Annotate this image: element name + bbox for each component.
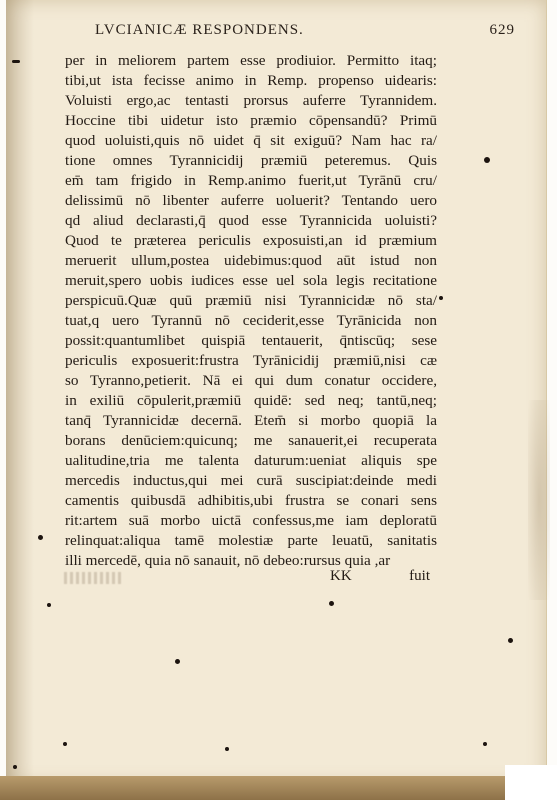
ink-spot — [329, 601, 334, 606]
text-line: tione omnes Tyrannicidij præmiū peteremus. Quis — [65, 152, 437, 169]
text-line: illi mercedē, quia nō sanauit, nō debeo:rursus quia ,ar — [65, 552, 391, 569]
text-line: delissimū nō libenter auferre uoluerit? Tentando uero — [65, 192, 437, 209]
text-line: periculis exposuerit:frustra Tyrānicidij præmiū,nisi cæ — [65, 352, 437, 369]
text-line: relinquat:aliqua tamē molestiæ parte leuatū, sanitatis — [65, 532, 437, 549]
ink-spot — [175, 659, 180, 664]
text-line: borans denūciem:quicunq; me sanauerit,ei recuperata — [65, 432, 437, 449]
text-line: tanq̄ Tyrannicidæ decernā. Etem̄ si morbo quopiā la — [65, 412, 437, 429]
text-line: meruerit ullum,postea uidebimus:quod aūt istud non — [65, 252, 437, 269]
text-line: mercedis inductus,qui mei curā suscipiat:deinde medi — [65, 472, 437, 489]
text-line: rit:artem suā morbo uictā confessus,me iam deploratū — [65, 512, 437, 529]
text-line: Voluisti ergo,ac tentasti prorsus auferre Tyrannidem. — [65, 92, 437, 109]
text-line: tuat,q uero Tyrannū nō ceciderit,esse Tyrānicida non — [65, 312, 437, 329]
text-line: quod uoluisti,quis nō uidet q̄ sit exiguū? Nam hac ra/ — [65, 132, 437, 149]
binding-edge — [0, 776, 520, 800]
page-number: 629 — [489, 22, 515, 38]
page-footer — [315, 568, 430, 588]
running-title: LVCIANICÆ RESPONDENS. — [95, 22, 304, 38]
ink-spot — [13, 765, 17, 769]
ink-spot — [483, 742, 487, 746]
text-line: per in meliorem partem esse prodiuior. Permitto itaq; — [65, 52, 437, 69]
ink-spot — [225, 747, 229, 751]
text-line: perspicuū.Quæ quū præmiū nisi Tyrannicidæ nō sta/ — [65, 292, 437, 309]
text-line: camentis quibusdā adhibitis,ubi frustra se conari sens — [65, 492, 437, 509]
bleed-through-text — [64, 572, 124, 584]
ink-spot — [484, 157, 490, 163]
catchword: fuit — [409, 568, 430, 584]
text-line: so Tyranno,petierit. Nā ei qui dum conatur occidere, — [65, 372, 437, 389]
running-head — [95, 22, 515, 42]
text-line: meruit,spero uobis iudices esse uel sola legis recitatione — [65, 272, 437, 289]
ink-spot — [439, 296, 443, 300]
body-text — [65, 51, 437, 571]
paper-stain — [528, 400, 550, 600]
ink-spot — [63, 742, 67, 746]
text-line: Hoccine tibi uidetur isto præmio cōpensandū? Primū — [65, 112, 437, 129]
text-line: possit:quantumlibet quispiā tentauerit, q̄ntiscūq; sese — [65, 332, 437, 349]
text-line: Quod te præterea periculis exposuisti,an id præmium — [65, 232, 437, 249]
ink-spot — [12, 60, 20, 63]
ink-spot — [508, 638, 513, 643]
signature-mark: KK — [330, 568, 352, 584]
scan-background — [505, 765, 557, 800]
text-line: ualitudine,tria me talenta daturum:ueniat aliquis spe — [65, 452, 437, 469]
ink-spot — [38, 535, 43, 540]
text-line: tibi,ut ista fecisse animo in Remp. propenso uidearis: — [65, 72, 437, 89]
text-line: em̄ tam frigido in Remp.animo fuerit,ut Tyrānū cru/ — [65, 172, 437, 189]
ink-spot — [47, 603, 51, 607]
gutter-shadow — [6, 0, 34, 785]
text-line: in exiliū cōpulerit,præmiū quidē: sed neq; tantū,neq; — [65, 392, 437, 409]
text-line: qd aliud declarasti,q̄ quod esse Tyrannicida uoluisti? — [65, 212, 437, 229]
